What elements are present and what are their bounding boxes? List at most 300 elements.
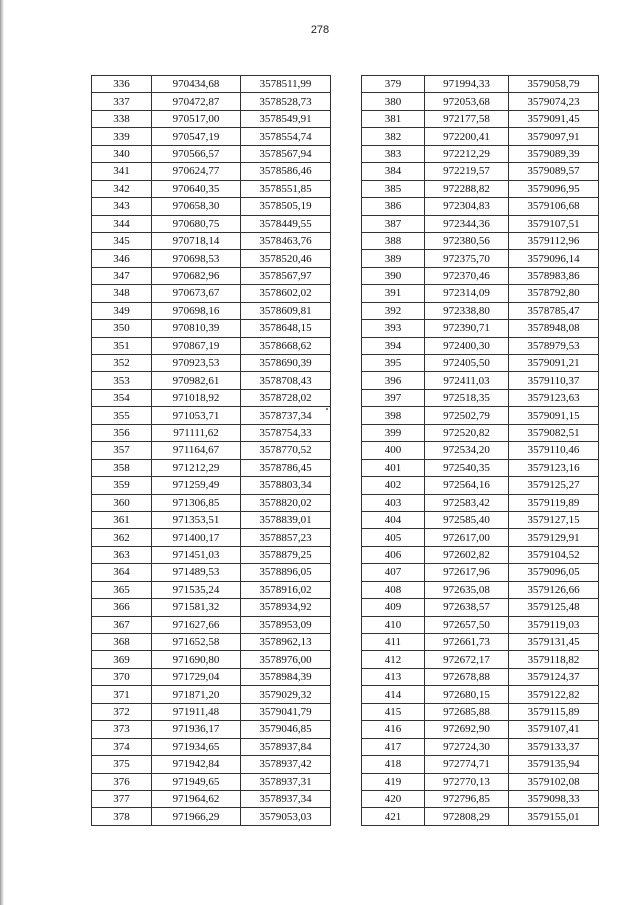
point-number-cell: 357 [92,442,152,459]
point-number-cell: 353 [92,372,152,389]
table-row [362,215,599,232]
x-coordinate-cell: 972288,82 [425,180,509,197]
y-coordinate-cell: 3579125,27 [509,477,599,494]
table-row [92,93,331,110]
x-coordinate-cell: 972375,70 [425,250,509,267]
point-number-cell: 339 [92,128,152,145]
x-coordinate-cell: 971936,17 [152,721,241,738]
point-number-cell: 391 [362,285,425,302]
y-coordinate-cell: 3578609,81 [241,302,331,319]
x-coordinate-cell: 971306,85 [152,494,241,511]
scan-edge-shadow [0,0,4,905]
y-coordinate-cell: 3579082,51 [509,424,599,441]
y-coordinate-cell: 3578648,15 [241,320,331,337]
point-number-cell: 384 [362,163,425,180]
y-coordinate-cell: 3578785,47 [509,302,599,319]
x-coordinate-cell: 970658,30 [152,198,241,215]
table-row [362,110,599,127]
point-number-cell: 378 [92,808,152,825]
x-coordinate-cell: 971111,62 [152,424,241,441]
point-number-cell: 361 [92,511,152,528]
x-coordinate-cell: 970867,19 [152,337,241,354]
table-row [92,668,331,685]
x-coordinate-cell: 972657,50 [425,616,509,633]
x-coordinate-cell: 972518,35 [425,389,509,406]
table-row [92,790,331,807]
x-coordinate-cell: 971400,17 [152,529,241,546]
coordinates-table-left [91,75,331,826]
x-coordinate-cell: 971627,66 [152,616,241,633]
y-coordinate-cell: 3578983,86 [509,267,599,284]
x-coordinate-cell: 971964,62 [152,790,241,807]
table-row [362,651,599,668]
y-coordinate-cell: 3579119,03 [509,616,599,633]
point-number-cell: 337 [92,93,152,110]
table-row [362,529,599,546]
x-coordinate-cell: 971451,03 [152,546,241,563]
table-row [362,337,599,354]
table-row [92,616,331,633]
table-row [362,372,599,389]
y-coordinate-cell: 3578979,53 [509,337,599,354]
x-coordinate-cell: 970673,67 [152,285,241,302]
y-coordinate-cell: 3579089,57 [509,163,599,180]
x-coordinate-cell: 970923,53 [152,355,241,372]
table-row [362,773,599,790]
table-row [92,389,331,406]
y-coordinate-cell: 3579091,15 [509,407,599,424]
point-number-cell: 369 [92,651,152,668]
table-row [362,686,599,703]
point-number-cell: 412 [362,651,425,668]
x-coordinate-cell: 972602,82 [425,546,509,563]
point-number-cell: 398 [362,407,425,424]
point-number-cell: 377 [92,790,152,807]
y-coordinate-cell: 3578916,02 [241,581,331,598]
y-coordinate-cell: 3578463,76 [241,232,331,249]
x-coordinate-cell: 972678,88 [425,668,509,685]
y-coordinate-cell: 3579129,91 [509,529,599,546]
x-coordinate-cell: 972540,35 [425,459,509,476]
y-coordinate-cell: 3578549,91 [241,110,331,127]
x-coordinate-cell: 972400,30 [425,337,509,354]
point-number-cell: 350 [92,320,152,337]
y-coordinate-cell: 3578820,02 [241,494,331,511]
point-number-cell: 380 [362,93,425,110]
x-coordinate-cell: 972344,36 [425,215,509,232]
point-number-cell: 415 [362,703,425,720]
table-row [362,163,599,180]
point-number-cell: 345 [92,232,152,249]
x-coordinate-cell: 972796,85 [425,790,509,807]
y-coordinate-cell: 3579110,37 [509,372,599,389]
x-coordinate-cell: 972219,57 [425,163,509,180]
y-coordinate-cell: 3578728,02 [241,389,331,406]
point-number-cell: 401 [362,459,425,476]
y-coordinate-cell: 3578737,34 [241,407,331,424]
point-number-cell: 390 [362,267,425,284]
table-row [362,198,599,215]
x-coordinate-cell: 971018,92 [152,389,241,406]
x-coordinate-cell: 971581,32 [152,599,241,616]
x-coordinate-cell: 972661,73 [425,634,509,651]
table-row [92,546,331,563]
table-row [362,790,599,807]
point-number-cell: 385 [362,180,425,197]
table-row [92,634,331,651]
point-number-cell: 370 [92,668,152,685]
point-number-cell: 373 [92,721,152,738]
x-coordinate-cell: 972380,56 [425,232,509,249]
table-row [92,477,331,494]
point-number-cell: 347 [92,267,152,284]
x-coordinate-cell: 972534,20 [425,442,509,459]
point-number-cell: 407 [362,564,425,581]
y-coordinate-cell: 3579089,39 [509,145,599,162]
table-row [362,320,599,337]
y-coordinate-cell: 3578511,99 [241,76,331,93]
table-row [92,128,331,145]
y-coordinate-cell: 3579074,23 [509,93,599,110]
y-coordinate-cell: 3579096,14 [509,250,599,267]
x-coordinate-cell: 972774,71 [425,756,509,773]
table-row [362,564,599,581]
x-coordinate-cell: 971994,33 [425,76,509,93]
y-coordinate-cell: 3579058,79 [509,76,599,93]
y-coordinate-cell: 3578984,39 [241,668,331,685]
x-coordinate-cell: 970698,16 [152,302,241,319]
x-coordinate-cell: 972692,90 [425,721,509,738]
table-row [92,372,331,389]
x-coordinate-cell: 972200,41 [425,128,509,145]
x-coordinate-cell: 971489,53 [152,564,241,581]
point-number-cell: 418 [362,756,425,773]
point-number-cell: 397 [362,389,425,406]
y-coordinate-cell: 3579097,91 [509,128,599,145]
table-row [362,407,599,424]
y-coordinate-cell: 3578449,55 [241,215,331,232]
y-coordinate-cell: 3578937,42 [241,756,331,773]
x-coordinate-cell: 971942,84 [152,756,241,773]
x-coordinate-cell: 972405,50 [425,355,509,372]
table-row [92,581,331,598]
table-row [92,198,331,215]
table-row [92,494,331,511]
x-coordinate-cell: 972585,40 [425,511,509,528]
x-coordinate-cell: 971911,48 [152,703,241,720]
x-coordinate-cell: 970472,87 [152,93,241,110]
table-row [92,163,331,180]
point-number-cell: 417 [362,738,425,755]
x-coordinate-cell: 971164,67 [152,442,241,459]
table-row [362,756,599,773]
point-number-cell: 375 [92,756,152,773]
table-row [362,442,599,459]
table-row [362,511,599,528]
y-coordinate-cell: 3578668,62 [241,337,331,354]
x-coordinate-cell: 971871,20 [152,686,241,703]
table-row [362,738,599,755]
table-row [362,128,599,145]
x-coordinate-cell: 970547,19 [152,128,241,145]
y-coordinate-cell: 3578708,43 [241,372,331,389]
point-number-cell: 341 [92,163,152,180]
point-number-cell: 365 [92,581,152,598]
x-coordinate-cell: 970434,68 [152,76,241,93]
point-number-cell: 355 [92,407,152,424]
point-number-cell: 359 [92,477,152,494]
y-coordinate-cell: 3579131,45 [509,634,599,651]
x-coordinate-cell: 972583,42 [425,494,509,511]
y-coordinate-cell: 3579096,05 [509,564,599,581]
point-number-cell: 387 [362,215,425,232]
y-coordinate-cell: 3578520,46 [241,250,331,267]
y-coordinate-cell: 3578551,85 [241,180,331,197]
point-number-cell: 416 [362,721,425,738]
scan-speck [326,408,328,410]
table-row [362,145,599,162]
x-coordinate-cell: 972680,15 [425,686,509,703]
point-number-cell: 366 [92,599,152,616]
table-row [362,581,599,598]
point-number-cell: 354 [92,389,152,406]
table-row [92,721,331,738]
table-row [362,267,599,284]
y-coordinate-cell: 3579110,46 [509,442,599,459]
table-row [362,180,599,197]
x-coordinate-cell: 972635,08 [425,581,509,598]
point-number-cell: 413 [362,668,425,685]
y-coordinate-cell: 3578528,73 [241,93,331,110]
x-coordinate-cell: 970624,77 [152,163,241,180]
table-row [362,93,599,110]
y-coordinate-cell: 3578770,52 [241,442,331,459]
table-row [92,285,331,302]
y-coordinate-cell: 3579091,45 [509,110,599,127]
y-coordinate-cell: 3578976,00 [241,651,331,668]
table-row [362,599,599,616]
y-coordinate-cell: 3578554,74 [241,128,331,145]
point-number-cell: 356 [92,424,152,441]
point-number-cell: 400 [362,442,425,459]
table-row [92,442,331,459]
y-coordinate-cell: 3578953,09 [241,616,331,633]
x-coordinate-cell: 972617,96 [425,564,509,581]
y-coordinate-cell: 3578934,92 [241,599,331,616]
point-number-cell: 360 [92,494,152,511]
x-coordinate-cell: 971690,80 [152,651,241,668]
y-coordinate-cell: 3578602,02 [241,285,331,302]
table-row [92,110,331,127]
table-row [92,564,331,581]
point-number-cell: 399 [362,424,425,441]
x-coordinate-cell: 972502,79 [425,407,509,424]
y-coordinate-cell: 3579091,21 [509,355,599,372]
point-number-cell: 404 [362,511,425,528]
point-number-cell: 367 [92,616,152,633]
x-coordinate-cell: 972638,57 [425,599,509,616]
x-coordinate-cell: 972411,03 [425,372,509,389]
y-coordinate-cell: 3578690,39 [241,355,331,372]
point-number-cell: 351 [92,337,152,354]
y-coordinate-cell: 3578754,33 [241,424,331,441]
y-coordinate-cell: 3578879,25 [241,546,331,563]
table-row [362,424,599,441]
y-coordinate-cell: 3578937,84 [241,738,331,755]
point-number-cell: 393 [362,320,425,337]
x-coordinate-cell: 972672,17 [425,651,509,668]
table-row [92,599,331,616]
x-coordinate-cell: 972390,71 [425,320,509,337]
x-coordinate-cell: 970698,53 [152,250,241,267]
point-number-cell: 358 [92,459,152,476]
table-row [92,337,331,354]
x-coordinate-cell: 971729,04 [152,668,241,685]
y-coordinate-cell: 3579102,08 [509,773,599,790]
y-coordinate-cell: 3579053,03 [241,808,331,825]
x-coordinate-cell: 972520,82 [425,424,509,441]
table-row [92,686,331,703]
x-coordinate-cell: 971949,65 [152,773,241,790]
y-coordinate-cell: 3579104,52 [509,546,599,563]
x-coordinate-cell: 971934,65 [152,738,241,755]
x-coordinate-cell: 970640,35 [152,180,241,197]
table-row [92,808,331,825]
table-row [92,407,331,424]
table-row [362,76,599,93]
x-coordinate-cell: 970982,61 [152,372,241,389]
point-number-cell: 343 [92,198,152,215]
x-coordinate-cell: 972177,58 [425,110,509,127]
point-number-cell: 396 [362,372,425,389]
x-coordinate-cell: 972338,80 [425,302,509,319]
point-number-cell: 405 [362,529,425,546]
point-number-cell: 382 [362,128,425,145]
table-row [362,459,599,476]
table-row [92,756,331,773]
y-coordinate-cell: 3579125,48 [509,599,599,616]
y-coordinate-cell: 3578857,23 [241,529,331,546]
table-row [362,250,599,267]
y-coordinate-cell: 3579096,95 [509,180,599,197]
x-coordinate-cell: 971652,58 [152,634,241,651]
table-row [92,320,331,337]
table-row [362,616,599,633]
table-row [362,232,599,249]
point-number-cell: 368 [92,634,152,651]
x-coordinate-cell: 970566,57 [152,145,241,162]
table-row [362,302,599,319]
y-coordinate-cell: 3578839,01 [241,511,331,528]
y-coordinate-cell: 3579124,37 [509,668,599,685]
x-coordinate-cell: 970810,39 [152,320,241,337]
x-coordinate-cell: 972808,29 [425,808,509,825]
table-row [92,703,331,720]
table-row [92,459,331,476]
point-number-cell: 362 [92,529,152,546]
y-coordinate-cell: 3579107,41 [509,721,599,738]
table-row [92,250,331,267]
point-number-cell: 342 [92,180,152,197]
y-coordinate-cell: 3578792,80 [509,285,599,302]
y-coordinate-cell: 3579115,89 [509,703,599,720]
x-coordinate-cell: 972685,88 [425,703,509,720]
x-coordinate-cell: 970517,00 [152,110,241,127]
y-coordinate-cell: 3578586,46 [241,163,331,180]
x-coordinate-cell: 972724,30 [425,738,509,755]
table-row [362,668,599,685]
y-coordinate-cell: 3579041,79 [241,703,331,720]
y-coordinate-cell: 3579133,37 [509,738,599,755]
x-coordinate-cell: 970718,14 [152,232,241,249]
x-coordinate-cell: 971053,71 [152,407,241,424]
y-coordinate-cell: 3578803,34 [241,477,331,494]
table-row [92,302,331,319]
y-coordinate-cell: 3579123,16 [509,459,599,476]
point-number-cell: 421 [362,808,425,825]
table-row [362,355,599,372]
point-number-cell: 346 [92,250,152,267]
point-number-cell: 392 [362,302,425,319]
y-coordinate-cell: 3578567,97 [241,267,331,284]
table-row [92,180,331,197]
x-coordinate-cell: 971353,51 [152,511,241,528]
x-coordinate-cell: 972304,83 [425,198,509,215]
table-row [362,721,599,738]
table-row [92,232,331,249]
table-row [92,651,331,668]
page-number: 278 [310,24,330,36]
table-row [92,773,331,790]
y-coordinate-cell: 3579123,63 [509,389,599,406]
x-coordinate-cell: 972370,46 [425,267,509,284]
point-number-cell: 338 [92,110,152,127]
y-coordinate-cell: 3578937,31 [241,773,331,790]
table-row [92,267,331,284]
y-coordinate-cell: 3579106,68 [509,198,599,215]
table-row [362,634,599,651]
point-number-cell: 379 [362,76,425,93]
table-row [92,529,331,546]
x-coordinate-cell: 972212,29 [425,145,509,162]
y-coordinate-cell: 3578505,19 [241,198,331,215]
point-number-cell: 389 [362,250,425,267]
point-number-cell: 363 [92,546,152,563]
y-coordinate-cell: 3579135,94 [509,756,599,773]
table-row [362,703,599,720]
point-number-cell: 410 [362,616,425,633]
y-coordinate-cell: 3579098,33 [509,790,599,807]
table-row [362,477,599,494]
point-number-cell: 411 [362,634,425,651]
table-row [362,546,599,563]
table-row [362,285,599,302]
y-coordinate-cell: 3578948,08 [509,320,599,337]
point-number-cell: 340 [92,145,152,162]
point-number-cell: 394 [362,337,425,354]
x-coordinate-cell: 971535,24 [152,581,241,598]
y-coordinate-cell: 3578937,34 [241,790,331,807]
y-coordinate-cell: 3579122,82 [509,686,599,703]
point-number-cell: 372 [92,703,152,720]
point-number-cell: 420 [362,790,425,807]
y-coordinate-cell: 3579118,82 [509,651,599,668]
table-row [362,494,599,511]
point-number-cell: 364 [92,564,152,581]
point-number-cell: 414 [362,686,425,703]
y-coordinate-cell: 3578567,94 [241,145,331,162]
table-row [92,424,331,441]
